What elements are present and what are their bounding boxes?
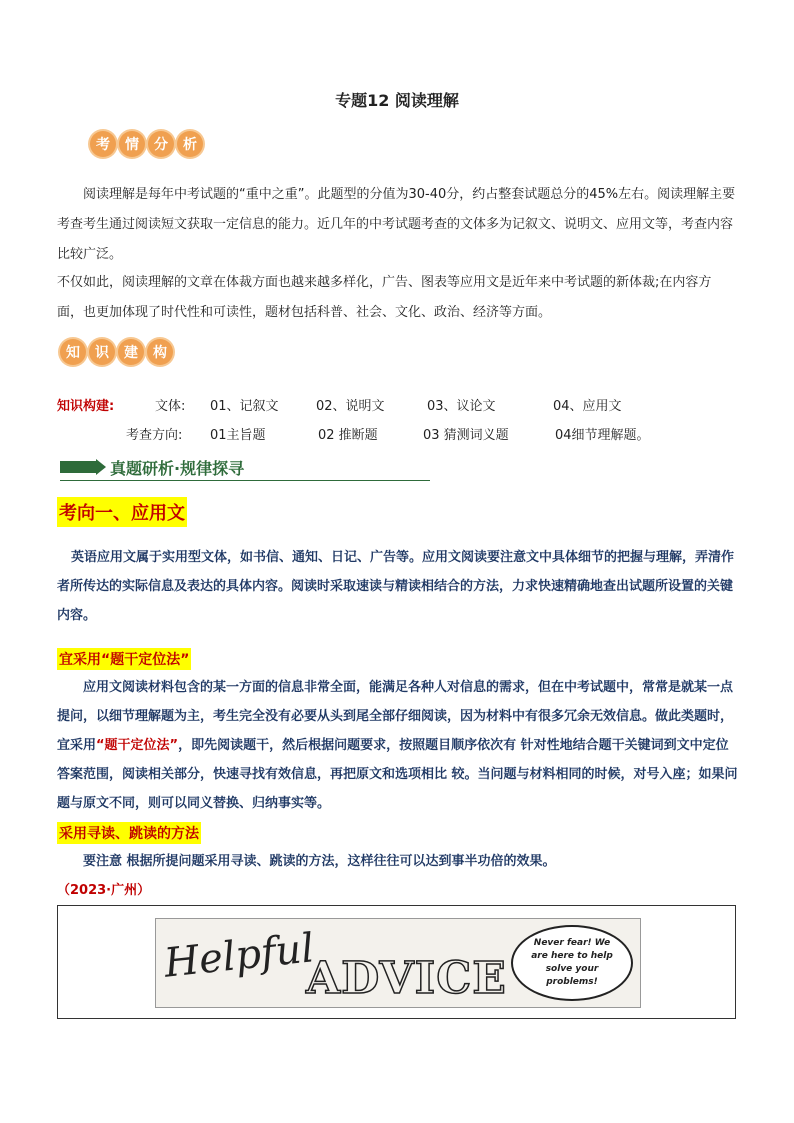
knowledge-label: 知识构建: bbox=[57, 399, 115, 414]
method-prefix: 宜采用 bbox=[59, 652, 101, 668]
banner-title: 真题研析·规律探寻 bbox=[110, 459, 245, 478]
speech-bubble: Never fear! We are here to help solve your problems! bbox=[511, 925, 633, 1001]
genre-item: 02、说明文 bbox=[316, 399, 385, 414]
badge-char: 建 bbox=[118, 339, 144, 365]
direction-item: 02 推断题 bbox=[318, 428, 378, 443]
knowledge-genre-row bbox=[57, 395, 737, 414]
badge-char: 知 bbox=[60, 339, 86, 365]
banner-word-helpful: Helpful bbox=[162, 925, 317, 987]
method-text-2: 要注意 根据所提问题采用寻读、跳读的方法，这样往往可以达到事半功倍的效果。 bbox=[83, 854, 556, 869]
section-heading: 考向一、应用文 bbox=[57, 497, 187, 527]
badge-char: 分 bbox=[148, 131, 174, 157]
method-text-1 bbox=[57, 673, 740, 818]
method-heading-1 bbox=[57, 648, 191, 670]
genre-label: 文体: bbox=[155, 399, 186, 414]
badge-char: 情 bbox=[119, 131, 145, 157]
direction-label: 考查方向: bbox=[126, 428, 183, 443]
direction-item: 03 猜测词义题 bbox=[423, 428, 509, 443]
intro-paragraph-1: 阅读理解是每年中考试题的“重中之重”。此题型的分值为30-40分，约占整套试题总分的45%左右。阅读理解主要考查考生通过阅读短文获取一定信息的能力。近几年的中考试题考查的文体多为记叙文、说明文、应用文等，考查内容比较广泛。 bbox=[57, 187, 736, 262]
genre-item: 01、记叙文 bbox=[210, 399, 279, 414]
genre-item: 04、应用文 bbox=[553, 399, 622, 414]
knowledge-badge bbox=[60, 339, 173, 365]
genre-item: 03、议论文 bbox=[427, 399, 496, 414]
helpful-advice-banner bbox=[155, 918, 641, 1008]
badge-char: 析 bbox=[177, 131, 203, 157]
banner-bar bbox=[60, 461, 96, 473]
banner-word-advice: ADVICE bbox=[306, 953, 507, 1004]
badge-char: 构 bbox=[147, 339, 173, 365]
intro-paragraph-2: 不仅如此，阅读理解的文章在体裁方面也越来越多样化，广告、图表等应用文是近年来中考试题的新体裁;在内容方面，也更加体现了时代性和可读性，题材包括科普、社会、文化、政治、经济等方面。 bbox=[57, 275, 712, 320]
method-text-part: 应用文阅读材料包含的某一方面的信息非常全面，能满足各种人对信息的需求，但在中考试题中，常常是就某一点提问，以细节理解题为主，考生完全没有必要从头到尾全部仔细阅读，因为材料中有很多冗余无效信息。做此类题时，宜采用 bbox=[57, 680, 734, 753]
method-heading-2: 采用寻读、跳读的方法 bbox=[57, 822, 201, 844]
exam-analysis-badge bbox=[90, 131, 203, 157]
badge-char: 识 bbox=[89, 339, 115, 365]
banner-arrow-icon bbox=[96, 459, 106, 475]
source-label: （2023·广州） bbox=[57, 883, 151, 898]
direction-item: 04细节理解题。 bbox=[555, 428, 650, 443]
direction-item: 01主旨题 bbox=[210, 428, 266, 443]
method-text-part: ，即先阅读题干，然后根据问题要求，按照题目顺序依次有 针对性地结合题干关键词到文中定位答案范围，阅读相关部分，快速寻找有效信息，再把原文和选项相比 较。当问题与材料相同的时候，对号入座；如果问题与原文不同，则可以同义替换、归纳事实等。 bbox=[57, 738, 738, 811]
section-banner bbox=[60, 456, 430, 481]
page-title: 专题12 阅读理解 bbox=[335, 91, 459, 110]
advice-image-frame bbox=[57, 905, 736, 1019]
method-text-emphasis: “题干定位法” bbox=[96, 738, 179, 753]
method-quote: “题干定位法” bbox=[101, 652, 190, 668]
section-text: 英语应用文属于实用型文体，如书信、通知、日记、广告等。应用文阅读要注意文中具体细节的把握与理解，弄清作者所传达的实际信息及表达的具体内容。阅读时采取速读与精读相结合的方法，力求快速精确地查出试题所设置的关键内容。 bbox=[57, 550, 735, 623]
badge-char: 考 bbox=[90, 131, 116, 157]
